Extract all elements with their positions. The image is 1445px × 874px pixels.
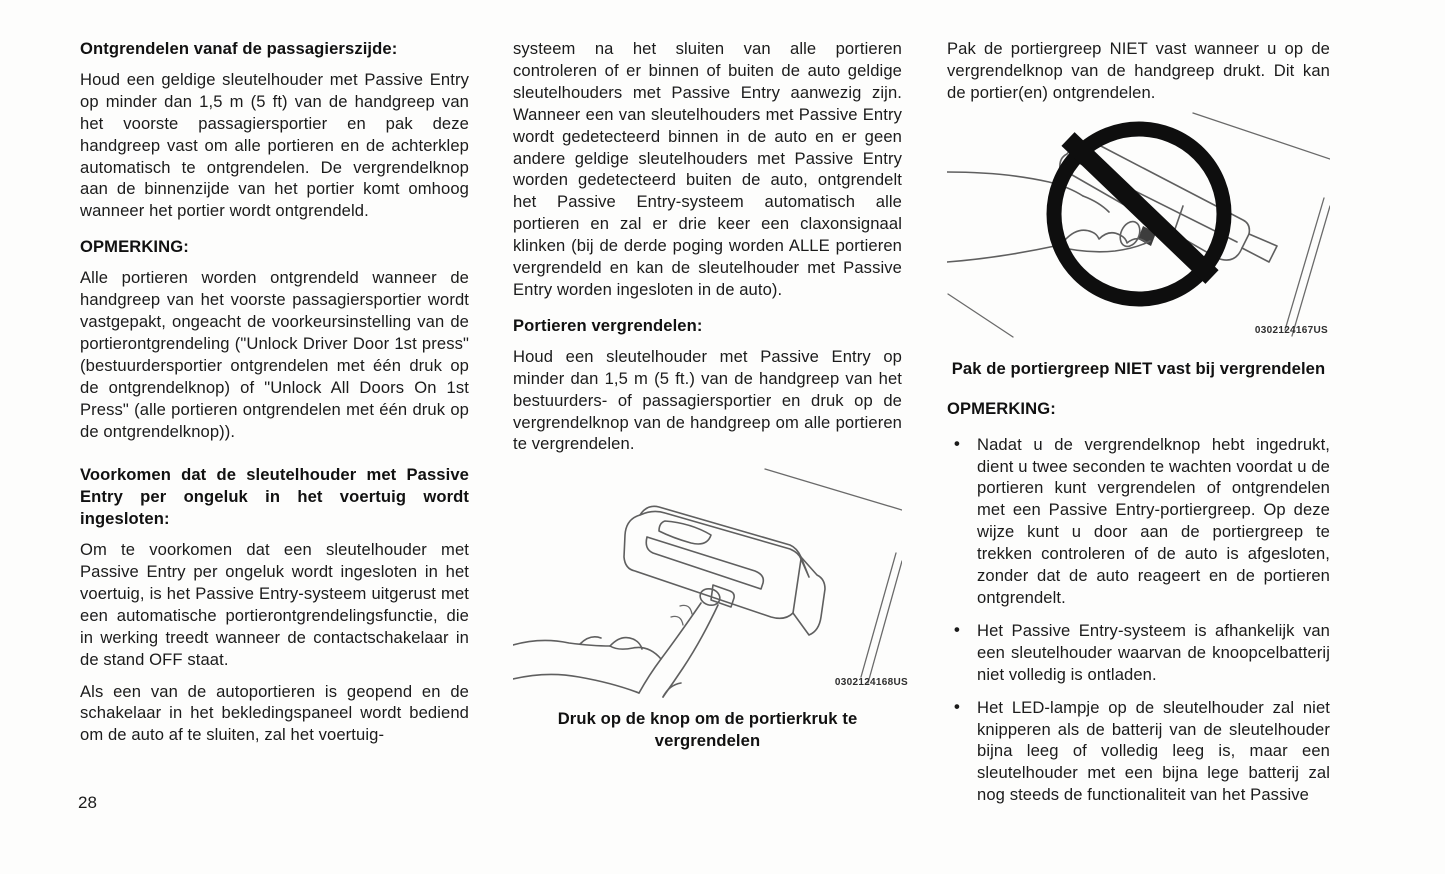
bullet-marker: •	[954, 433, 960, 453]
figure-code-right: 0302124167US	[1254, 324, 1328, 336]
prohibition-illustration	[947, 110, 1330, 350]
heading-note-left: OPMERKING:	[80, 237, 189, 257]
heading-prevent-lock-in: Voorkomen dat de sleutelhouder met Passive Entry per ongeluk in het voertuig wordt ingesloten:	[80, 465, 469, 529]
door-edge-lines	[765, 469, 902, 683]
paragraph-note-left: Alle portieren worden ontgrendeld wanneer de handgreep van het voorste passagiersportier wordt vastgepakt, ongeacht de voorkeursinstelling van de portierontgrendeling ("Unlock Driver Door 1st press" (bestuurdersportier ontgrendelen met één druk op de ontgrendelknop) of "Unlock All Doors On 1st Press" (alle portieren ontgrendelen met één druk op de ontgrendelknop)).	[80, 268, 469, 441]
bullet-text: Het Passive Entry-systeem is afhankelijk van een sleutelhouder waarvan de knoopcelbatterij niet volledig is ontladen.	[977, 620, 1330, 684]
paragraph-lock-doors: Houd een sleutelhouder met Passive Entry op minder dan 1,5 m (5 ft.) van de handgreep van het bestuurders- of passagiersportier en druk op de vergrendelknop van de handgreep om alle portieren te vergrendelen.	[513, 346, 902, 454]
door-handle-press-illustration	[513, 465, 902, 700]
list-item	[947, 434, 1330, 609]
paragraph-unlock-passenger: Houd een geldige sleutelhouder met Passive Entry op minder dan 1,5 m (5 ft) van de handgreep van het voorste passagiersportier en pak deze handgreep vast om alle portieren en de achterklep automatisch te ontgrendelen. De vergrendelknop aan de binnenzijde van het portier komt omhoog wanneer het portier wordt ontgrendeld.	[80, 69, 469, 221]
heading-note-right: OPMERKING:	[947, 398, 1056, 418]
paragraph-prevent-2: Als een van de autoportieren is geopend en de schakelaar in het bekledingspaneel wordt bediend om de auto af te sluiten, zal het voertuig-	[80, 681, 469, 745]
note-bullet-list	[947, 434, 1330, 807]
figure-press-button	[513, 465, 908, 700]
press-marks	[671, 606, 692, 626]
paragraph-grip-warning: Pak de portiergreep NIET vast wanneer u op de vergrendelknop van de handgreep drukt. Dit kan de portier(en) ontgrendelen.	[947, 39, 1330, 102]
bullet-text: Het LED-lampje op de sleutelhouder zal niet knipperen als de batterij van de sleutelhouder bijna leeg of volledig leeg is, maar een sleutelhouder met een bijna lege batterij zal nog steeds de functionaliteit van het Passive	[977, 697, 1330, 805]
page-number: 28	[78, 793, 97, 812]
caption-do-not-grab: Pak de portiergreep NIET vast bij vergrendelen	[951, 358, 1326, 378]
bullet-text: Nadat u de vergrendelknop hebt ingedrukt, dient u twee seconden te wachten voordat u de portieren kunt vergrendelen of ontgrendelen met een Passive Entry-portiergreep. Op deze wijze kunt u door aan de portiergreep te trekken controleren of de auto is afgesloten, zonder dat de auto reageert en de portieren ontgrendelt.	[977, 434, 1330, 607]
figure-do-not-grab	[947, 110, 1330, 350]
bullet-marker: •	[954, 619, 960, 639]
caption-press-button: Druk op de knop om de portierkruk te vergrendelen	[557, 709, 858, 751]
paragraph-prevent-1: Om te voorkomen dat een sleutelhouder met Passive Entry per ongeluk wordt ingesloten in het voertuig, is het Passive Entry-systeem uitgerust met een automatische portierontgrendelingsfunctie, die in werking treedt wanneer de contactschakelaar in de stand OFF staat.	[80, 540, 469, 669]
list-item	[947, 620, 1330, 686]
door-handle-outline	[624, 507, 825, 636]
heading-unlock-passenger-side: Ontgrendelen vanaf de passagierszijde:	[80, 39, 398, 58]
list-item	[947, 697, 1330, 807]
bullet-marker: •	[954, 696, 960, 716]
paragraph-system-check: systeem na het sluiten van alle portieren controleren of er binnen of buiten de auto geldige sleutelhouders met Passive Entry aanwezig zijn. Wanneer een van sleutelhouders met Passive Entry wordt gedetecteerd binnen in de auto en er geen andere geldige sleutelhouders met Passive Entry worden gedetecteerd buiten de auto, ontgrendelt het Passive Entry-systeem automatisch alle portieren en zal er drie keer een claxonsignaal klinken (bij de derde poging worden ALLE portieren vergrendeld en kan de sleutelhouder met Passive Entry worden ingesloten in de auto).	[513, 39, 902, 299]
prohibition-sign-icon	[1054, 129, 1224, 299]
heading-lock-doors: Portieren vergrendelen:	[513, 315, 703, 335]
right-column	[947, 38, 1330, 817]
figure-code-middle: 0302124168US	[834, 677, 908, 689]
left-column	[80, 38, 469, 746]
prohibition-slash	[1068, 139, 1212, 277]
pointing-finger-hand	[513, 587, 722, 698]
middle-column	[513, 38, 908, 752]
